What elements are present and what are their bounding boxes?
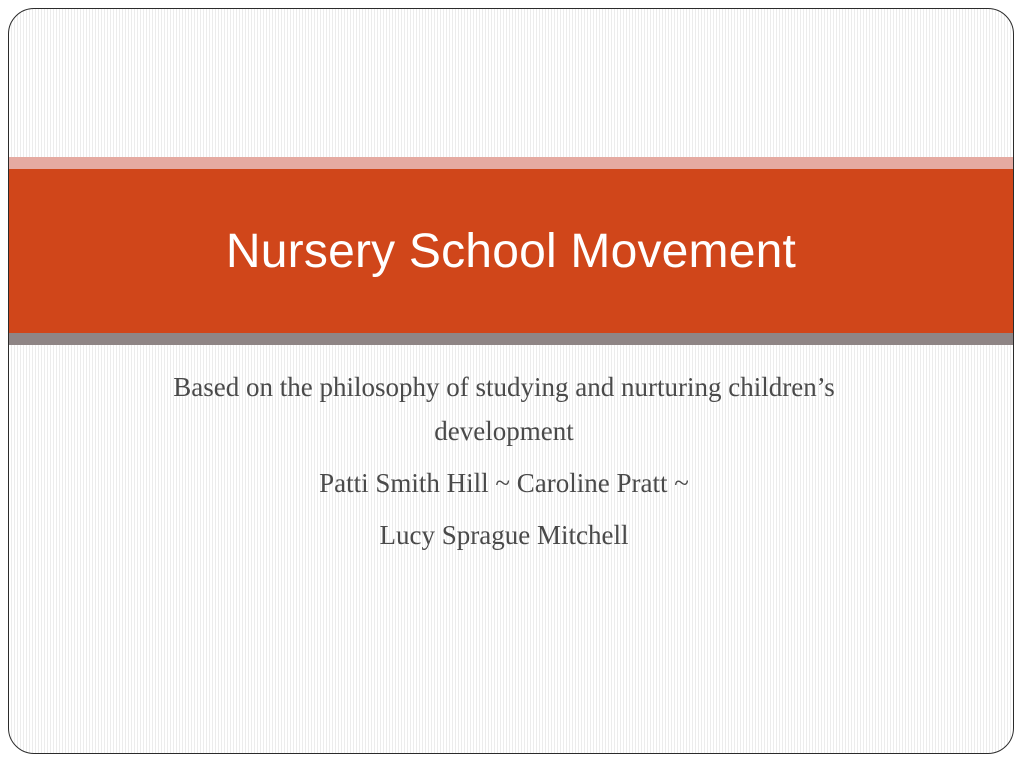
slide-body [149,365,859,565]
title-band [9,169,1013,333]
accent-stripe-top [9,157,1013,169]
accent-stripe-bottom [9,333,1013,345]
slide-title: Nursery School Movement [225,224,797,278]
body-line-philosophy: Based on the philosophy of studying and nurturing children’s development [173,372,835,446]
slide-frame [8,8,1014,754]
body-line-mitchell: Lucy Sprague Mitchell [379,520,629,550]
body-line-names: Patti Smith Hill ~ Caroline Pratt ~ [319,468,689,498]
